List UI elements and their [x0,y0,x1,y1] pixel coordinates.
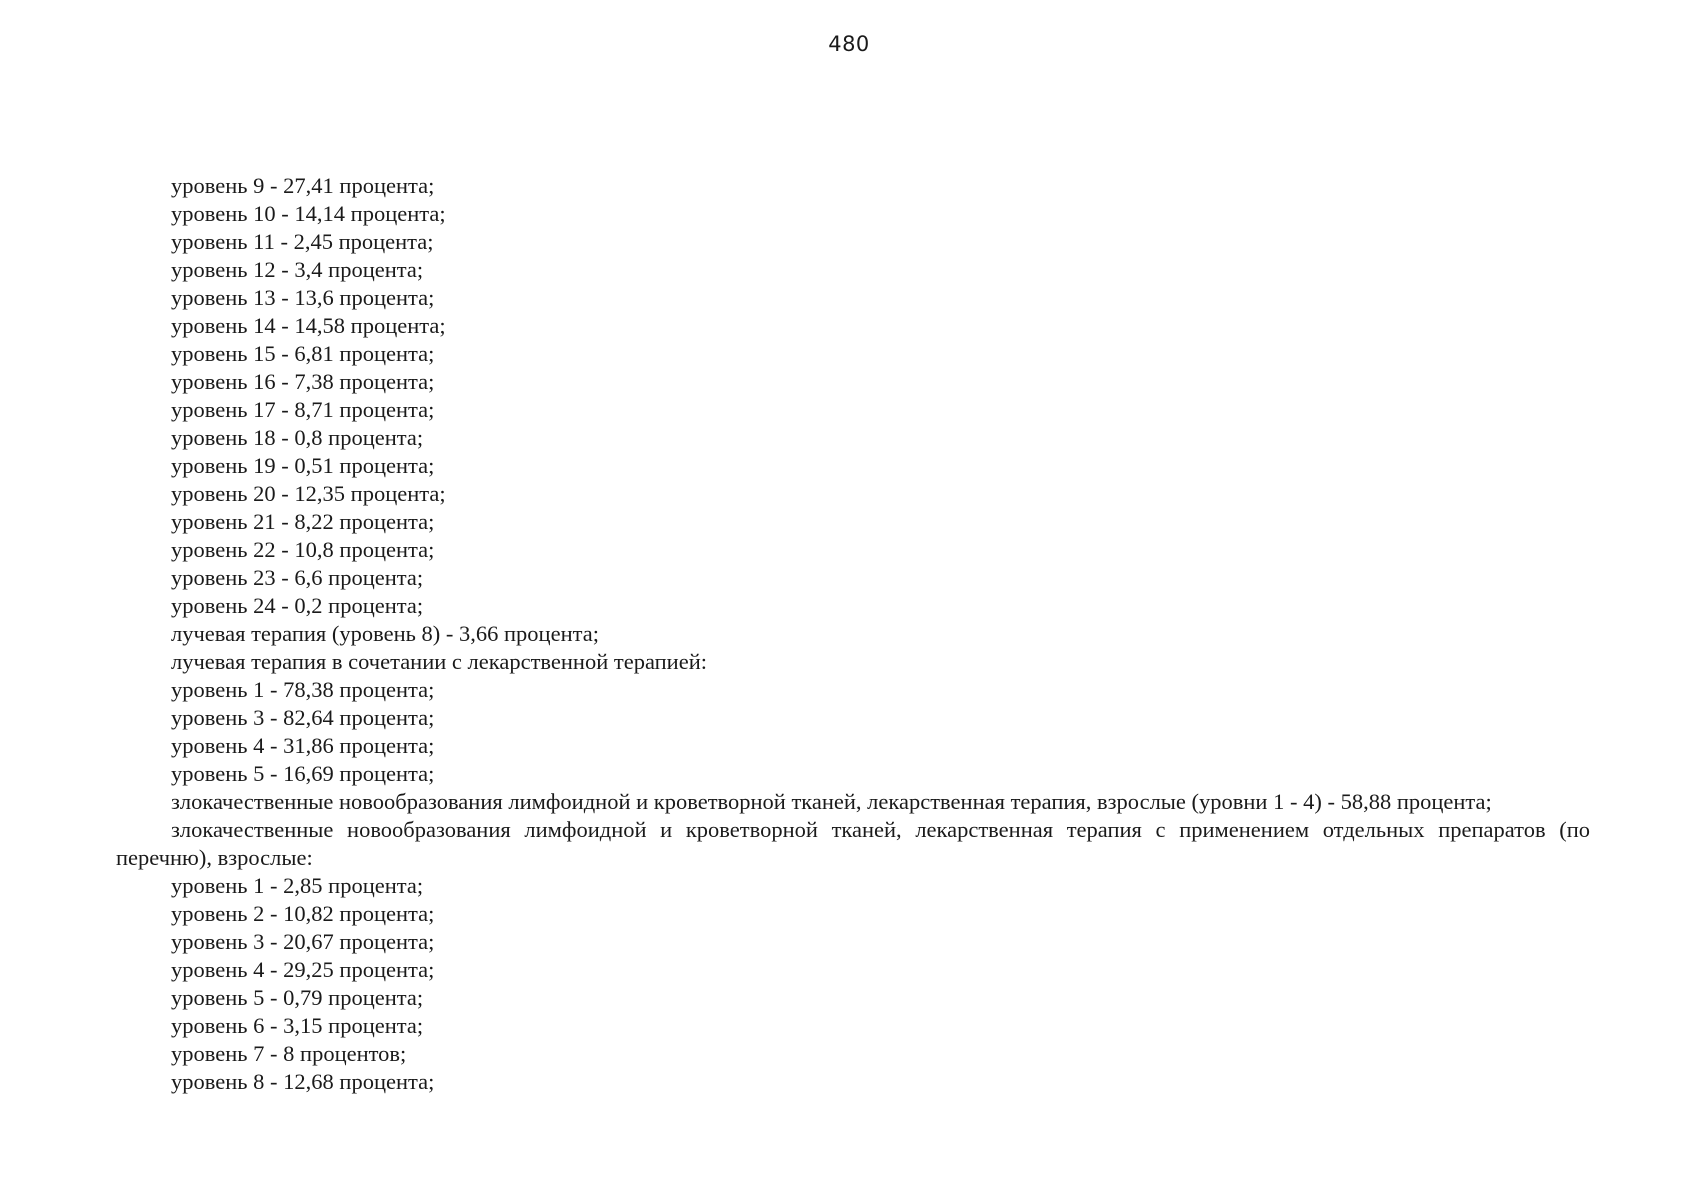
list-item: уровень 3 - 20,67 процента; [171,929,435,954]
list-item: уровень 7 - 8 процентов; [171,1041,407,1066]
list-item: уровень 4 - 31,86 процента; [171,733,435,758]
list-item: уровень 4 - 29,25 процента; [171,957,435,982]
list-item: уровень 15 - 6,81 процента; [171,341,435,366]
list-item: уровень 17 - 8,71 процента; [171,397,435,422]
list-item: уровень 18 - 0,8 процента; [171,425,424,450]
list-item: уровень 2 - 10,82 процента; [171,901,435,926]
section-heading: злокачественные новообразования лимфоидной и кроветворной тканей, лекарственная терапия с применением отдельных препаратов (по перечню), взрослые: [116,817,1590,870]
list-item: уровень 1 - 78,38 процента; [171,677,435,702]
document-body [116,172,1590,1096]
list-item: уровень 8 - 12,68 процента; [171,1069,435,1094]
section-heading: лучевая терапия в сочетании с лекарственной терапией: [171,649,708,674]
list-item: уровень 11 - 2,45 процента; [171,229,434,254]
page-number: 480 [828,32,870,56]
list-item: уровень 19 - 0,51 процента; [171,453,435,478]
list-item: уровень 6 - 3,15 процента; [171,1013,424,1038]
list-item: уровень 24 - 0,2 процента; [171,593,424,618]
list-item: уровень 5 - 0,79 процента; [171,985,424,1010]
list-item: уровень 20 - 12,35 процента; [171,481,446,506]
list-item: лучевая терапия (уровень 8) - 3,66 процента; [171,621,599,646]
list-item: уровень 12 - 3,4 процента; [171,257,424,282]
list-item: уровень 13 - 13,6 процента; [171,285,435,310]
list-item: уровень 3 - 82,64 процента; [171,705,435,730]
list-item: уровень 22 - 10,8 процента; [171,537,435,562]
list-item: уровень 5 - 16,69 процента; [171,761,435,786]
list-item: уровень 10 - 14,14 процента; [171,201,446,226]
list-item: уровень 23 - 6,6 процента; [171,565,424,590]
paragraph: злокачественные новообразования лимфоидной и кроветворной тканей, лекарственная терапия, взрослые (уровни 1 - 4) - 58,88 процента; [171,789,1492,814]
list-item: уровень 1 - 2,85 процента; [171,873,424,898]
list-item: уровень 16 - 7,38 процента; [171,369,435,394]
list-item: уровень 9 - 27,41 процента; [171,173,435,198]
list-item: уровень 14 - 14,58 процента; [171,313,446,338]
list-item: уровень 21 - 8,22 процента; [171,509,435,534]
